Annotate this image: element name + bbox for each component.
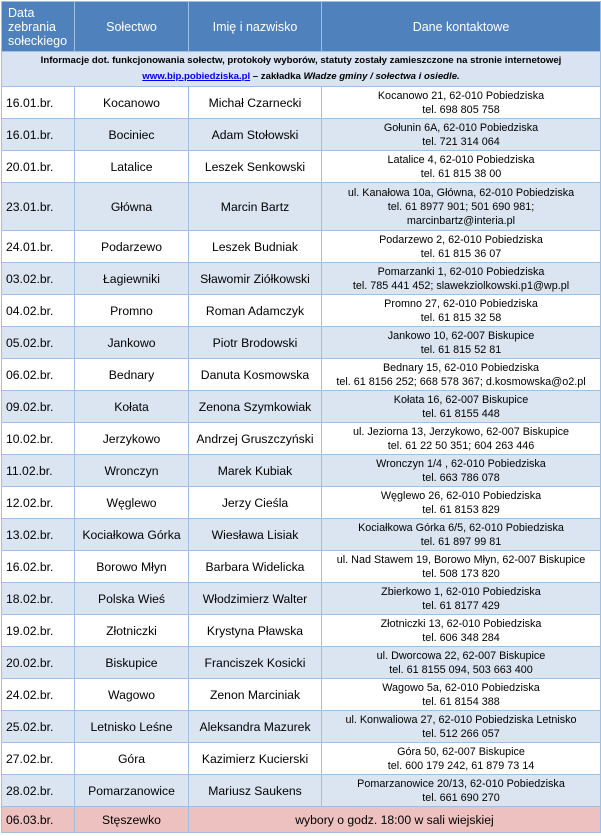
- table-row: [2, 743, 601, 775]
- cell-date: 27.02.br.: [2, 743, 75, 775]
- contact-line: tel. 600 179 242, 61 879 73 14: [387, 759, 535, 772]
- cell-date: 20.01.br.: [2, 151, 75, 183]
- contact-line: tel. 61 815 32 58: [420, 311, 502, 324]
- cell-name: Jerzy Cieśla: [189, 487, 322, 519]
- info-mid: – zakładka: [250, 71, 304, 82]
- table-row: [2, 263, 601, 295]
- cell-date: 06.03.br.: [2, 807, 75, 833]
- cell-name: Andrzej Gruszczyński: [189, 423, 322, 455]
- cell-contact: [322, 391, 601, 423]
- contact-line: tel. 721 314 064: [422, 135, 500, 148]
- cell-date: 28.02.br.: [2, 775, 75, 807]
- table-row: [2, 551, 601, 583]
- last-row: [2, 807, 601, 833]
- cell-date: 05.02.br.: [2, 327, 75, 359]
- header-contact: Dane kontaktowe: [322, 2, 601, 52]
- contact-line: Promno 27, 62-010 Pobiedziska: [384, 297, 538, 310]
- cell-contact: [322, 519, 601, 551]
- cell-name: Michał Czarnecki: [189, 87, 322, 119]
- table-row: [2, 423, 601, 455]
- header-date: Data zebrania sołeckiego: [2, 2, 75, 52]
- contact-line: Bednary 15, 62-010 Pobiedziska: [382, 361, 540, 374]
- cell-solectwo: Biskupice: [75, 647, 189, 679]
- contact-line: tel. 508 173 820: [422, 567, 500, 580]
- cell-solectwo: Latalice: [75, 151, 189, 183]
- cell-contact: [322, 327, 601, 359]
- contact-line: tel. 61 8153 829: [422, 503, 500, 516]
- cell-date: 20.02.br.: [2, 647, 75, 679]
- cell-name: Zenon Marciniak: [189, 679, 322, 711]
- cell-date: 24.02.br.: [2, 679, 75, 711]
- cell-name: Mariusz Saukens: [189, 775, 322, 807]
- cell-name: Danuta Kosmowska: [189, 359, 322, 391]
- cell-name: Włodzimierz Walter: [189, 583, 322, 615]
- cell-solectwo: Bednary: [75, 359, 189, 391]
- cell-contact: [322, 455, 601, 487]
- cell-name: Barbara Widelicka: [189, 551, 322, 583]
- contact-line: Pomarzanowice 20/13, 62-010 Pobiedziska: [357, 777, 565, 790]
- cell-date: 16.01.br.: [2, 87, 75, 119]
- cell-solectwo: Kocanowo: [75, 87, 189, 119]
- cell-date: 16.01.br.: [2, 119, 75, 151]
- cell-name: Zenona Szymkowiak: [189, 391, 322, 423]
- cell-date: 13.02.br.: [2, 519, 75, 551]
- contact-line: tel. 61 815 38 00: [420, 167, 502, 180]
- contact-line: tel. 61 8177 429: [422, 599, 500, 612]
- cell-date: 11.02.br.: [2, 455, 75, 487]
- table-body: [2, 52, 601, 833]
- table-row: [2, 775, 601, 807]
- contact-line: tel. 606 348 284: [422, 631, 500, 644]
- contact-line: ul. Jeziorna 13, Jerzykowo, 62-007 Biskupice: [352, 425, 570, 438]
- schedule-table: [1, 1, 601, 833]
- cell-name: Kazimierz Kucierski: [189, 743, 322, 775]
- contact-line: tel. 61 8977 901; 501 690 981;: [387, 200, 535, 213]
- table-row: [2, 711, 601, 743]
- contact-line: tel. 61 8155 448: [422, 407, 500, 420]
- cell-contact: [322, 615, 601, 647]
- table-row: [2, 327, 601, 359]
- cell-contact: [322, 487, 601, 519]
- cell-date: 19.02.br.: [2, 615, 75, 647]
- contact-line: tel. 661 690 270: [422, 791, 500, 804]
- cell-name: Franciszek Kosicki: [189, 647, 322, 679]
- table-row: [2, 87, 601, 119]
- cell-solectwo: Jankowo: [75, 327, 189, 359]
- cell-contact: [322, 647, 601, 679]
- cell-solectwo: Promno: [75, 295, 189, 327]
- contact-line: marcinbartz@interia.pl: [406, 214, 516, 227]
- cell-contact: [322, 583, 601, 615]
- cell-date: 09.02.br.: [2, 391, 75, 423]
- table-row: [2, 231, 601, 263]
- cell-name: Marcin Bartz: [189, 183, 322, 231]
- cell-solectwo: Łagiewniki: [75, 263, 189, 295]
- header-solectwo: Sołectwo: [75, 2, 189, 52]
- cell-contact: [322, 183, 601, 231]
- cell-contact: [322, 295, 601, 327]
- cell-solectwo: Polska Wieś: [75, 583, 189, 615]
- cell-contact: [322, 119, 601, 151]
- table-row: [2, 647, 601, 679]
- cell-solectwo: Węglewo: [75, 487, 189, 519]
- cell-name: Aleksandra Mazurek: [189, 711, 322, 743]
- contact-line: Podarzewo 2, 62-010 Pobiedziska: [379, 233, 543, 246]
- cell-date: 12.02.br.: [2, 487, 75, 519]
- cell-name: Marek Kubiak: [189, 455, 322, 487]
- contact-line: tel. 512 266 057: [422, 727, 500, 740]
- contact-line: Zbierkowo 1, 62-010 Pobiedziska: [381, 585, 541, 598]
- cell-name: Leszek Budniak: [189, 231, 322, 263]
- cell-solectwo: Pomarzanowice: [75, 775, 189, 807]
- contact-line: ul. Kanałowa 10a, Główna, 62-010 Pobiedziska: [347, 186, 575, 199]
- cell-contact: [322, 359, 601, 391]
- cell-solectwo: Letnisko Leśne: [75, 711, 189, 743]
- table-row: [2, 119, 601, 151]
- table-row: [2, 487, 601, 519]
- cell-date: 24.01.br.: [2, 231, 75, 263]
- cell-solectwo: Jerzykowo: [75, 423, 189, 455]
- header-name: Imię i nazwisko: [189, 2, 322, 52]
- cell-contact: [322, 775, 601, 807]
- cell-date: 23.01.br.: [2, 183, 75, 231]
- cell-contact: [322, 551, 601, 583]
- contact-line: Latalice 4, 62-010 Pobiedziska: [387, 153, 535, 166]
- cell-solectwo: Kociałkowa Górka: [75, 519, 189, 551]
- cell-contact: [322, 679, 601, 711]
- contact-line: tel. 785 441 452; slawekziolkowski.p1@wp.pl: [352, 279, 570, 292]
- cell-solectwo: Stęszewko: [75, 807, 189, 833]
- contact-line: tel. 61 8154 388: [422, 695, 500, 708]
- cell-date: 10.02.br.: [2, 423, 75, 455]
- cell-solectwo: Podarzewo: [75, 231, 189, 263]
- table-row: [2, 455, 601, 487]
- contact-line: Gołunin 6A, 62-010 Pobiedziska: [383, 121, 539, 134]
- table-row: [2, 679, 601, 711]
- cell-solectwo: Wronczyn: [75, 455, 189, 487]
- cell-contact: [322, 231, 601, 263]
- cell-contact: [322, 423, 601, 455]
- cell-solectwo: Borowo Młyn: [75, 551, 189, 583]
- cell-date: 06.02.br.: [2, 359, 75, 391]
- contact-line: Jankowo 10, 62-007 Biskupice: [387, 329, 535, 342]
- contact-line: tel. 61 8156 252; 668 578 367; d.kosmowska@o2.pl: [336, 375, 586, 388]
- cell-contact: [322, 263, 601, 295]
- cell-name: Roman Adamczyk: [189, 295, 322, 327]
- info-cell: [2, 52, 601, 87]
- contact-line: ul. Dworcowa 22, 62-007 Biskupice: [376, 649, 546, 662]
- contact-line: ul. Nad Stawem 19, Borowo Młyn, 62-007 Biskupice: [336, 553, 586, 566]
- table-row: [2, 615, 601, 647]
- contact-line: Pomarzanki 1, 62-010 Pobiedziska: [377, 265, 545, 278]
- cell-date: 04.02.br.: [2, 295, 75, 327]
- contact-line: Kocanowo 21, 62-010 Pobiedziska: [377, 89, 545, 102]
- contact-line: Węglewo 26, 62-010 Pobiedziska: [380, 489, 542, 502]
- cell-name: Leszek Senkowski: [189, 151, 322, 183]
- table-row: [2, 295, 601, 327]
- contact-line: ul. Konwaliowa 27, 62-010 Pobiedziska Letnisko: [345, 713, 577, 726]
- cell-contact: [322, 711, 601, 743]
- contact-line: tel. 61 22 50 351; 604 263 446: [387, 439, 535, 452]
- contact-line: tel. 698 805 758: [422, 103, 500, 116]
- cell-solectwo: Główna: [75, 183, 189, 231]
- contact-line: tel. 61 815 36 07: [420, 247, 502, 260]
- cell-name: Piotr Brodowski: [189, 327, 322, 359]
- info-text: Informacje dot. funkcjonowania sołectw, protokoły wyborów, statuty zostały zamieszczone na stronie internetowej: [40, 55, 562, 66]
- cell-solectwo: Kołata: [75, 391, 189, 423]
- cell-contact: [322, 743, 601, 775]
- contact-line: tel. 61 8155 094, 503 663 400: [389, 663, 533, 676]
- cell-name: Wiesława Lisiak: [189, 519, 322, 551]
- contact-line: Wagowo 5a, 62-010 Pobiedziska: [382, 681, 540, 694]
- table-row: [2, 391, 601, 423]
- table-row: [2, 151, 601, 183]
- cell-solectwo: Wagowo: [75, 679, 189, 711]
- contact-line: tel. 663 786 078: [422, 471, 500, 484]
- cell-name: Krystyna Pławska: [189, 615, 322, 647]
- table-row: [2, 519, 601, 551]
- cell-date: 16.02.br.: [2, 551, 75, 583]
- cell-note: wybory o godz. 18:00 w sali wiejskiej: [189, 807, 601, 833]
- cell-date: 18.02.br.: [2, 583, 75, 615]
- contact-line: tel. 61 815 52 81: [420, 343, 502, 356]
- cell-name: Adam Stołowski: [189, 119, 322, 151]
- cell-date: 25.02.br.: [2, 711, 75, 743]
- contact-line: tel. 61 897 99 81: [420, 535, 502, 548]
- contact-line: Góra 50, 62-007 Biskupice: [397, 745, 525, 758]
- info-link-line: [2, 69, 600, 85]
- header-row: [2, 2, 601, 52]
- info-row: [2, 52, 601, 87]
- cell-contact: [322, 151, 601, 183]
- info-italic: Władze gminy / sołectwa i osiedle.: [303, 71, 460, 82]
- cell-solectwo: Bociniec: [75, 119, 189, 151]
- cell-name: Sławomir Ziółkowski: [189, 263, 322, 295]
- contact-line: Wronczyn 1/4 , 62-010 Pobiedziska: [376, 457, 546, 470]
- table-row: [2, 359, 601, 391]
- table-row: [2, 183, 601, 231]
- contact-line: Kołata 16, 62-007 Biskupice: [393, 393, 529, 406]
- cell-solectwo: Góra: [75, 743, 189, 775]
- contact-line: Kociałkowa Górka 6/5, 62-010 Pobiedziska: [358, 521, 564, 534]
- cell-solectwo: Złotniczki: [75, 615, 189, 647]
- bip-link[interactable]: www.bip.pobiedziska.pl: [142, 71, 251, 82]
- cell-date: 03.02.br.: [2, 263, 75, 295]
- cell-contact: [322, 87, 601, 119]
- contact-line: Złotniczki 13, 62-010 Pobiedziska: [380, 617, 542, 630]
- table-row: [2, 583, 601, 615]
